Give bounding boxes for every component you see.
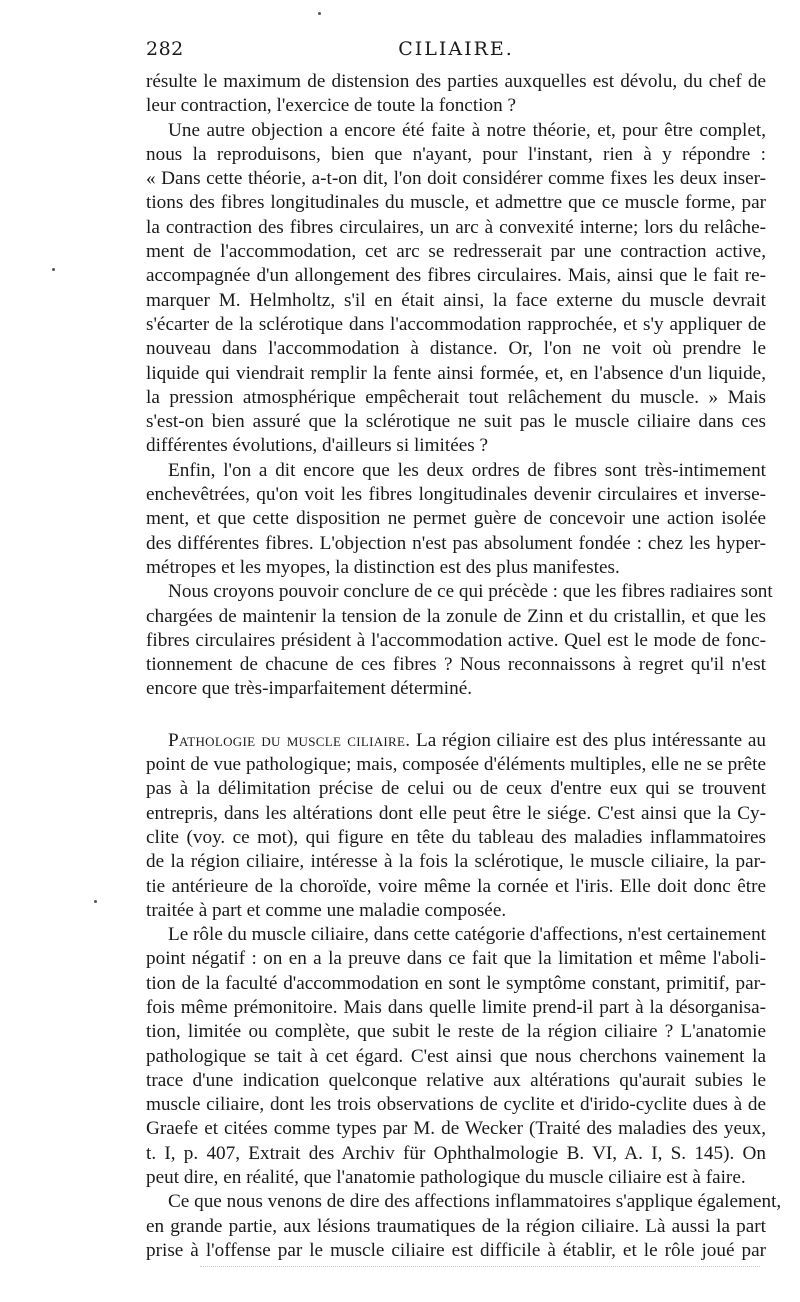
text-line: de la région ciliaire, intéresse à la fois la sclérotique, le muscle ciliaire, la par-: [146, 851, 766, 873]
text-line: Graefe et citées comme types par M. de Wecker (Traité des maladies des yeux,: [146, 1118, 766, 1140]
text-line: fois même prémonitoire. Mais dans quelle limite prend-il part à la désorganisa-: [146, 996, 766, 1018]
text-line: encore que très-imparfaitement déterminé.: [146, 678, 473, 700]
text-line: peut dire, en réalité, que l'anatomie pathologique du muscle ciliaire est à faire.: [146, 1167, 746, 1189]
text-line: prise à l'offense par le muscle ciliaire est difficile à établir, et le rôle joué par: [146, 1239, 766, 1261]
text-line: tions des fibres longitudinales du muscle, et admettre que ce muscle forme, par: [146, 192, 766, 214]
scan-noise: [200, 1266, 760, 1275]
paper-speck: [52, 268, 55, 271]
page-header: [146, 34, 766, 66]
text-line: s'est-on bien assuré que la sclérotique ne suit pas le muscle ciliaire dans ces: [146, 411, 766, 433]
text-line: des différentes fibres. L'objection n'est pas absolument fondée : chez les hyper-: [146, 532, 766, 554]
body-text: [146, 70, 782, 1263]
text-line: muscle ciliaire, dont les trois observations de cyclite et d'irido-cyclite dues à de: [146, 1094, 766, 1116]
text-line: tion de la faculté d'accommodation en sont le symptôme constant, primitif, par-: [146, 972, 766, 994]
text-line: différentes évolutions, d'ailleurs si limitées ?: [146, 435, 489, 457]
text-line: clite (voy. ce mot), qui figure en tête du tableau des maladies inflammatoires: [146, 826, 766, 848]
text-line: « Dans cette théorie, a-t-on dit, l'on doit considérer comme fixes les deux inser-: [146, 168, 766, 190]
text-line: accompagnée d'un allongement des fibres circulaires. Mais, ainsi que le fait re-: [146, 265, 766, 287]
section-heading: Pathologie du muscle ciliaire.: [168, 729, 411, 751]
text-line: entrepris, dans les altérations dont elle peut être le siége. C'est ainsi que la Cy-: [146, 802, 766, 824]
text-line: métropes et les myopes, la distinction est des plus manifestes.: [146, 556, 620, 578]
text-line: traitée à part et comme une maladie composée.: [146, 899, 507, 921]
text-line: point négatif : on en a la preuve dans ce fait que la limitation et même l'aboli-: [146, 948, 766, 970]
text-line: Enfin, l'on a dit encore que les deux ordres de fibres sont très-intimement: [168, 459, 766, 481]
text-line: marquer M. Helmholtz, s'il en était ainsi, la face externe du muscle devrait: [146, 289, 766, 311]
text-part-2: [146, 729, 782, 1264]
text-line: pas à la délimitation précise de celui ou de ceux d'entre eux qui se trouvent: [146, 778, 766, 800]
text-line: pathologique se tait à cet égard. C'est ainsi que nous cherchons vainement la: [146, 1045, 766, 1067]
text-line: s'écarter de la sclérotique dans l'accommodation rapprochée, et s'y appliquer de: [146, 313, 766, 335]
text-line: Le rôle du muscle ciliaire, dans cette catégorie d'affections, n'est certainement: [168, 924, 766, 946]
text-line: ment de l'accommodation, cet arc se redresserait par une contraction active,: [146, 241, 766, 263]
paper-speck: [94, 900, 97, 903]
text-line: Nous croyons pouvoir conclure de ce qui précède : que les fibres radiaires sont: [168, 581, 773, 603]
text-line: leur contraction, l'exercice de toute la fonction ?: [146, 95, 516, 117]
text-line: nous la reproduisons, bien que n'ayant, pour l'instant, rien à y répondre :: [146, 143, 766, 165]
text-line: [146, 729, 766, 753]
text-line: liquide qui viendrait remplir la fente ainsi formée, et, en l'absence d'un liquide,: [146, 362, 766, 384]
text-line: trace d'une indication quelconque relative aux altérations qu'aurait subies le: [146, 1069, 766, 1091]
text-part-1: [146, 70, 773, 702]
text-line: enchevêtrées, qu'on voit les fibres longitudinales devenir circulaires et inverse-: [146, 484, 766, 506]
text-line: en grande partie, aux lésions traumatiques de la région ciliaire. Là aussi la part: [146, 1215, 766, 1237]
text-line-remainder: La région ciliaire est des plus intéressante au: [410, 729, 766, 751]
text-line: résulte le maximum de distension des parties auxquelles est dévolu, du chef de: [146, 71, 766, 92]
text-line: tion, limitée ou complète, que subit le reste de la région ciliaire ? L'anatomie: [146, 1021, 766, 1043]
paper-speck: [318, 12, 321, 15]
page-number: 282: [146, 38, 184, 60]
text-line: tionnement de chacune de ces fibres ? Nous reconnaissons à regret qu'il n'est: [146, 654, 766, 676]
text-line: la pression atmosphérique empêcherait tout relâchement du muscle. » Mais: [146, 386, 766, 408]
text-line: Ce que nous venons de dire des affections inflammatoires s'applique également,: [168, 1191, 782, 1213]
text-line: Une autre objection a encore été faite à notre théorie, et, pour être complet,: [168, 119, 766, 141]
text-line: tie antérieure de la choroïde, voire même la cornée et l'iris. Elle doit donc être: [146, 875, 766, 897]
text-line: ment, et que cette disposition ne permet guère de concevoir une action isolée: [146, 508, 766, 530]
text-line: fibres circulaires président à l'accommodation active. Quel est le mode de fonc-: [146, 629, 766, 651]
text-line: t. I, p. 407, Extrait des Archiv für Ophthalmologie B. VI, A. I, S. 145). On: [146, 1142, 766, 1164]
section-gap: [146, 702, 766, 729]
text-line: la contraction des fibres circulaires, un arc à convexité interne; lors du relâche-: [146, 216, 766, 238]
text-line: nouveau dans l'accommodation à distance. Or, l'on ne voit où prendre le: [146, 338, 766, 360]
text-line: chargées de maintenir la tension de la zonule de Zinn et du cristallin, et que les: [146, 605, 766, 627]
running-title: CILIAIRE.: [398, 38, 514, 60]
text-line: point de vue pathologique; mais, composée d'éléments multiples, elle ne se prête: [146, 754, 766, 776]
